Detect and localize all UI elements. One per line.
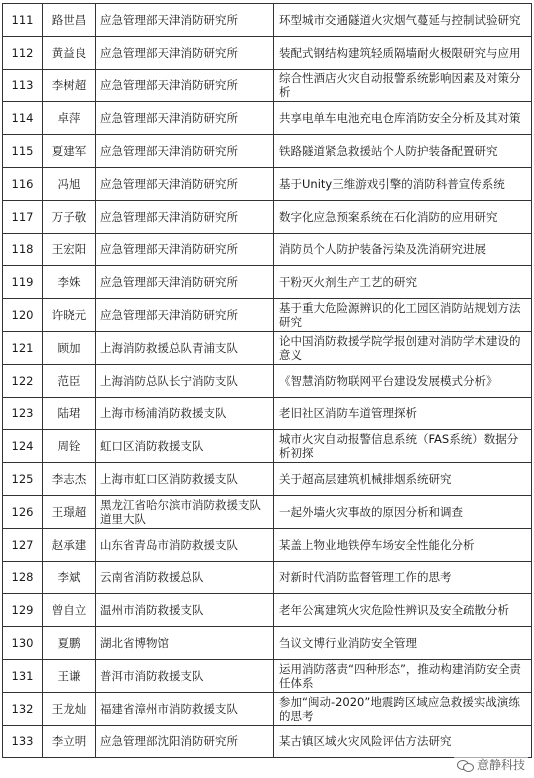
paper-title-cell: 参加“闽动-2020”地震跨区域应急救援实战演练的思考 [274,692,532,725]
table-row [3,266,532,299]
row-number-cell: 130 [3,627,43,660]
table-row [3,495,532,528]
paper-title-cell: 综合性酒店火灾自动报警系统影响因素及对策分析 [274,69,532,102]
paper-title-cell: 城市火灾自动报警信息系统（FAS系统）数据分析初探 [274,430,532,463]
organization-cell: 上海消防总队长宁消防支队 [96,364,274,397]
row-number-cell: 119 [3,266,43,299]
table-row [3,692,532,725]
row-number-cell: 131 [3,659,43,692]
row-number-cell: 127 [3,528,43,561]
table-row [3,659,532,692]
author-name-cell: 王谦 [43,659,96,692]
organization-cell: 普洱市消防救援支队 [96,659,274,692]
author-name-cell: 冯旭 [43,167,96,200]
row-number-cell: 116 [3,167,43,200]
row-number-cell: 118 [3,233,43,266]
author-name-cell: 李斌 [43,561,96,594]
author-name-cell: 李立明 [43,725,96,758]
row-number-cell: 111 [3,4,43,37]
paper-title-cell: 环型城市交通隧道火灾烟气蔓延与控制试验研究 [274,4,532,37]
table-row [3,627,532,660]
author-name-cell: 许晓元 [43,299,96,332]
organization-cell: 上海消防救援总队青浦支队 [96,331,274,364]
table-row [3,102,532,135]
author-name-cell: 卓萍 [43,102,96,135]
row-number-cell: 113 [3,69,43,102]
table-body [3,4,532,758]
row-number-cell: 133 [3,725,43,758]
table-row [3,364,532,397]
table-row [3,331,532,364]
organization-cell: 上海市杨浦消防救援支队 [96,397,274,430]
organization-cell: 应急管理部天津消防研究所 [96,135,274,168]
row-number-cell: 120 [3,299,43,332]
organization-cell: 应急管理部天津消防研究所 [96,200,274,233]
watermark-text: 意静科技 [476,758,525,772]
row-number-cell: 115 [3,135,43,168]
author-name-cell: 陆珺 [43,397,96,430]
organization-cell: 应急管理部天津消防研究所 [96,233,274,266]
paper-title-cell: 关于超高层建筑机械排烟系统研究 [274,463,532,496]
row-number-cell: 128 [3,561,43,594]
author-name-cell: 万子敬 [43,200,96,233]
author-name-cell: 李树超 [43,69,96,102]
author-name-cell: 顾加 [43,331,96,364]
paper-title-cell: 对新时代消防监督管理工作的思考 [274,561,532,594]
table-row [3,528,532,561]
table-row [3,594,532,627]
organization-cell: 山东省青岛市消防救援支队 [96,528,274,561]
organization-cell: 应急管理部天津消防研究所 [96,4,274,37]
paper-title-cell: 基于重大危险源辨识的化工园区消防站规划方法研究 [274,299,532,332]
author-name-cell: 夏鹏 [43,627,96,660]
table-row [3,135,532,168]
table-row [3,69,532,102]
table-row [3,36,532,69]
row-number-cell: 121 [3,331,43,364]
organization-cell: 黑龙江省哈尔滨市消防救援支队道里大队 [96,495,274,528]
paper-title-cell: 运用消防落责“四种形态”，推动构建消防安全责任体系 [274,659,532,692]
paper-title-cell: 一起外墙火灾事故的原因分析和调查 [274,495,532,528]
organization-cell: 上海市虹口区消防救援支队 [96,463,274,496]
paper-title-cell: 《智慧消防物联网平台建设发展模式分析》 [274,364,532,397]
table-row [3,725,532,758]
table-row [3,4,532,37]
organization-cell: 应急管理部天津消防研究所 [96,299,274,332]
paper-title-cell: 某盖上物业地铁停车场安全性能化分析 [274,528,532,561]
author-name-cell: 黄益良 [43,36,96,69]
author-name-cell: 李姝 [43,266,96,299]
paper-list-table [2,3,532,758]
organization-cell: 温州市消防救援支队 [96,594,274,627]
author-name-cell: 路世昌 [43,4,96,37]
organization-cell: 福建省漳州市消防救援支队 [96,692,274,725]
table-row [3,200,532,233]
row-number-cell: 122 [3,364,43,397]
table-row [3,233,532,266]
paper-title-cell: 老旧社区消防车道管理探析 [274,397,532,430]
table-row [3,167,532,200]
row-number-cell: 132 [3,692,43,725]
organization-cell: 虹口区消防救援支队 [96,430,274,463]
paper-title-cell: 干粉灭火剂生产工艺的研究 [274,266,532,299]
row-number-cell: 112 [3,36,43,69]
paper-title-cell: 老年公寓建筑火灾危险性辨识及安全疏散分析 [274,594,532,627]
organization-cell: 应急管理部天津消防研究所 [96,36,274,69]
paper-title-cell: 某古镇区域火灾风险评估方法研究 [274,725,532,758]
paper-title-cell: 基于Unity三维游戏引擎的消防科普宣传系统 [274,167,532,200]
row-number-cell: 124 [3,430,43,463]
author-name-cell: 周铨 [43,430,96,463]
organization-cell: 湖北省博物馆 [96,627,274,660]
organization-cell: 应急管理部天津消防研究所 [96,69,274,102]
paper-title-cell: 数字化应急预案系统在石化消防的应用研究 [274,200,532,233]
author-name-cell: 曾自立 [43,594,96,627]
row-number-cell: 125 [3,463,43,496]
row-number-cell: 126 [3,495,43,528]
organization-cell: 应急管理部沈阳消防研究所 [96,725,274,758]
table-row [3,430,532,463]
watermark [454,755,528,774]
paper-title-cell: 铁路隧道紧急救援站个人防护装备配置研究 [274,135,532,168]
wechat-icon [457,759,473,771]
author-name-cell: 夏建军 [43,135,96,168]
author-name-cell: 王龙灿 [43,692,96,725]
row-number-cell: 117 [3,200,43,233]
author-name-cell: 范臣 [43,364,96,397]
table-row [3,397,532,430]
row-number-cell: 114 [3,102,43,135]
paper-title-cell: 刍议文博行业消防安全管理 [274,627,532,660]
table-row [3,561,532,594]
author-name-cell: 王宏阳 [43,233,96,266]
table-row [3,463,532,496]
paper-title-cell: 共享电单车电池充电仓库消防安全分析及其对策 [274,102,532,135]
organization-cell: 云南省消防救援总队 [96,561,274,594]
paper-title-cell: 论中国消防救援学院学报创建对消防学术建设的意义 [274,331,532,364]
author-name-cell: 李志杰 [43,463,96,496]
organization-cell: 应急管理部天津消防研究所 [96,266,274,299]
paper-title-cell: 装配式钢结构建筑轻质隔墙耐火极限研究与应用 [274,36,532,69]
row-number-cell: 123 [3,397,43,430]
organization-cell: 应急管理部天津消防研究所 [96,102,274,135]
author-name-cell: 王璟超 [43,495,96,528]
organization-cell: 应急管理部天津消防研究所 [96,167,274,200]
row-number-cell: 129 [3,594,43,627]
author-name-cell: 赵承建 [43,528,96,561]
table-row [3,299,532,332]
paper-title-cell: 消防员个人防护装备污染及洗消研究进展 [274,233,532,266]
